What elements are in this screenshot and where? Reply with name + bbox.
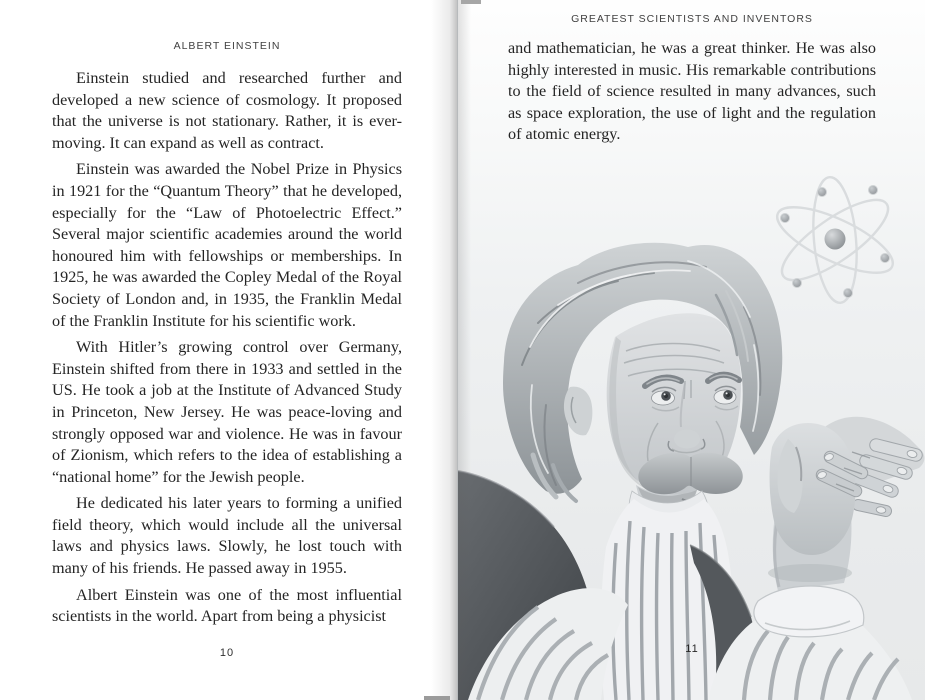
right-text-column (508, 38, 876, 151)
paragraph: Albert Einstein was one of the most influential scientists in the world. Apart from being a physicist (52, 585, 402, 626)
page-gutter (457, 0, 458, 700)
right-running-head: GREATEST SCIENTISTS AND INVENTORS (571, 13, 813, 25)
paragraph: He dedicated his later years to forming a unified field theory, which would include all the universal laws and physics laws. Slowly, he lost touch with many of his friends. He passed away in 1955. (52, 494, 402, 578)
left-running-head: ALBERT EINSTEIN (173, 40, 281, 52)
paragraph: Einstein was awarded the Nobel Prize in Physics in 1921 for the “Quantum Theory” that he developed, especially for the “Law of Photoelectric Effect.” Several major scientific academies around the world honoured him with fellowships or memberships. In 1925, he was awarded the Copley Medal of the Royal Society of London and, in 1935, the Franklin Medal of the Franklin Institute for his scientific work. (52, 160, 402, 330)
right-page-number: 11 (685, 643, 699, 655)
einstein-illustration (458, 155, 925, 700)
right-page (458, 0, 925, 700)
left-page (0, 0, 457, 700)
einstein-figure (458, 243, 924, 700)
left-text-column (52, 68, 402, 633)
top-scan-mark (461, 0, 481, 4)
bottom-scan-mark (424, 696, 450, 700)
left-page-number: 10 (219, 647, 235, 659)
atom-icon (769, 175, 901, 304)
paragraph: Einstein studied and researched further and developed a new science of cosmology. It proposed that the universe is not stationary. Rather, it is ever-moving. It can expand as well as contract. (52, 69, 402, 152)
atom-nucleus (825, 229, 846, 250)
paragraph: and mathematician, he was a great thinker. He was also highly interested in music. His remarkable contributions to the field of science resulted in many advances, such as space exploration, the use of light and the regulation of atomic energy. (508, 39, 876, 144)
paragraph: With Hitler’s growing control over Germany, Einstein shifted from there in 1933 and settled in the US. He took a job at the Institute of Advanced Study in Princeton, New Jersey. He was peace-loving and strongly opposed war and violence. He was in favour of Zionism, which refers to the idea of establishing a “national home” for the Jewish people. (52, 338, 402, 486)
